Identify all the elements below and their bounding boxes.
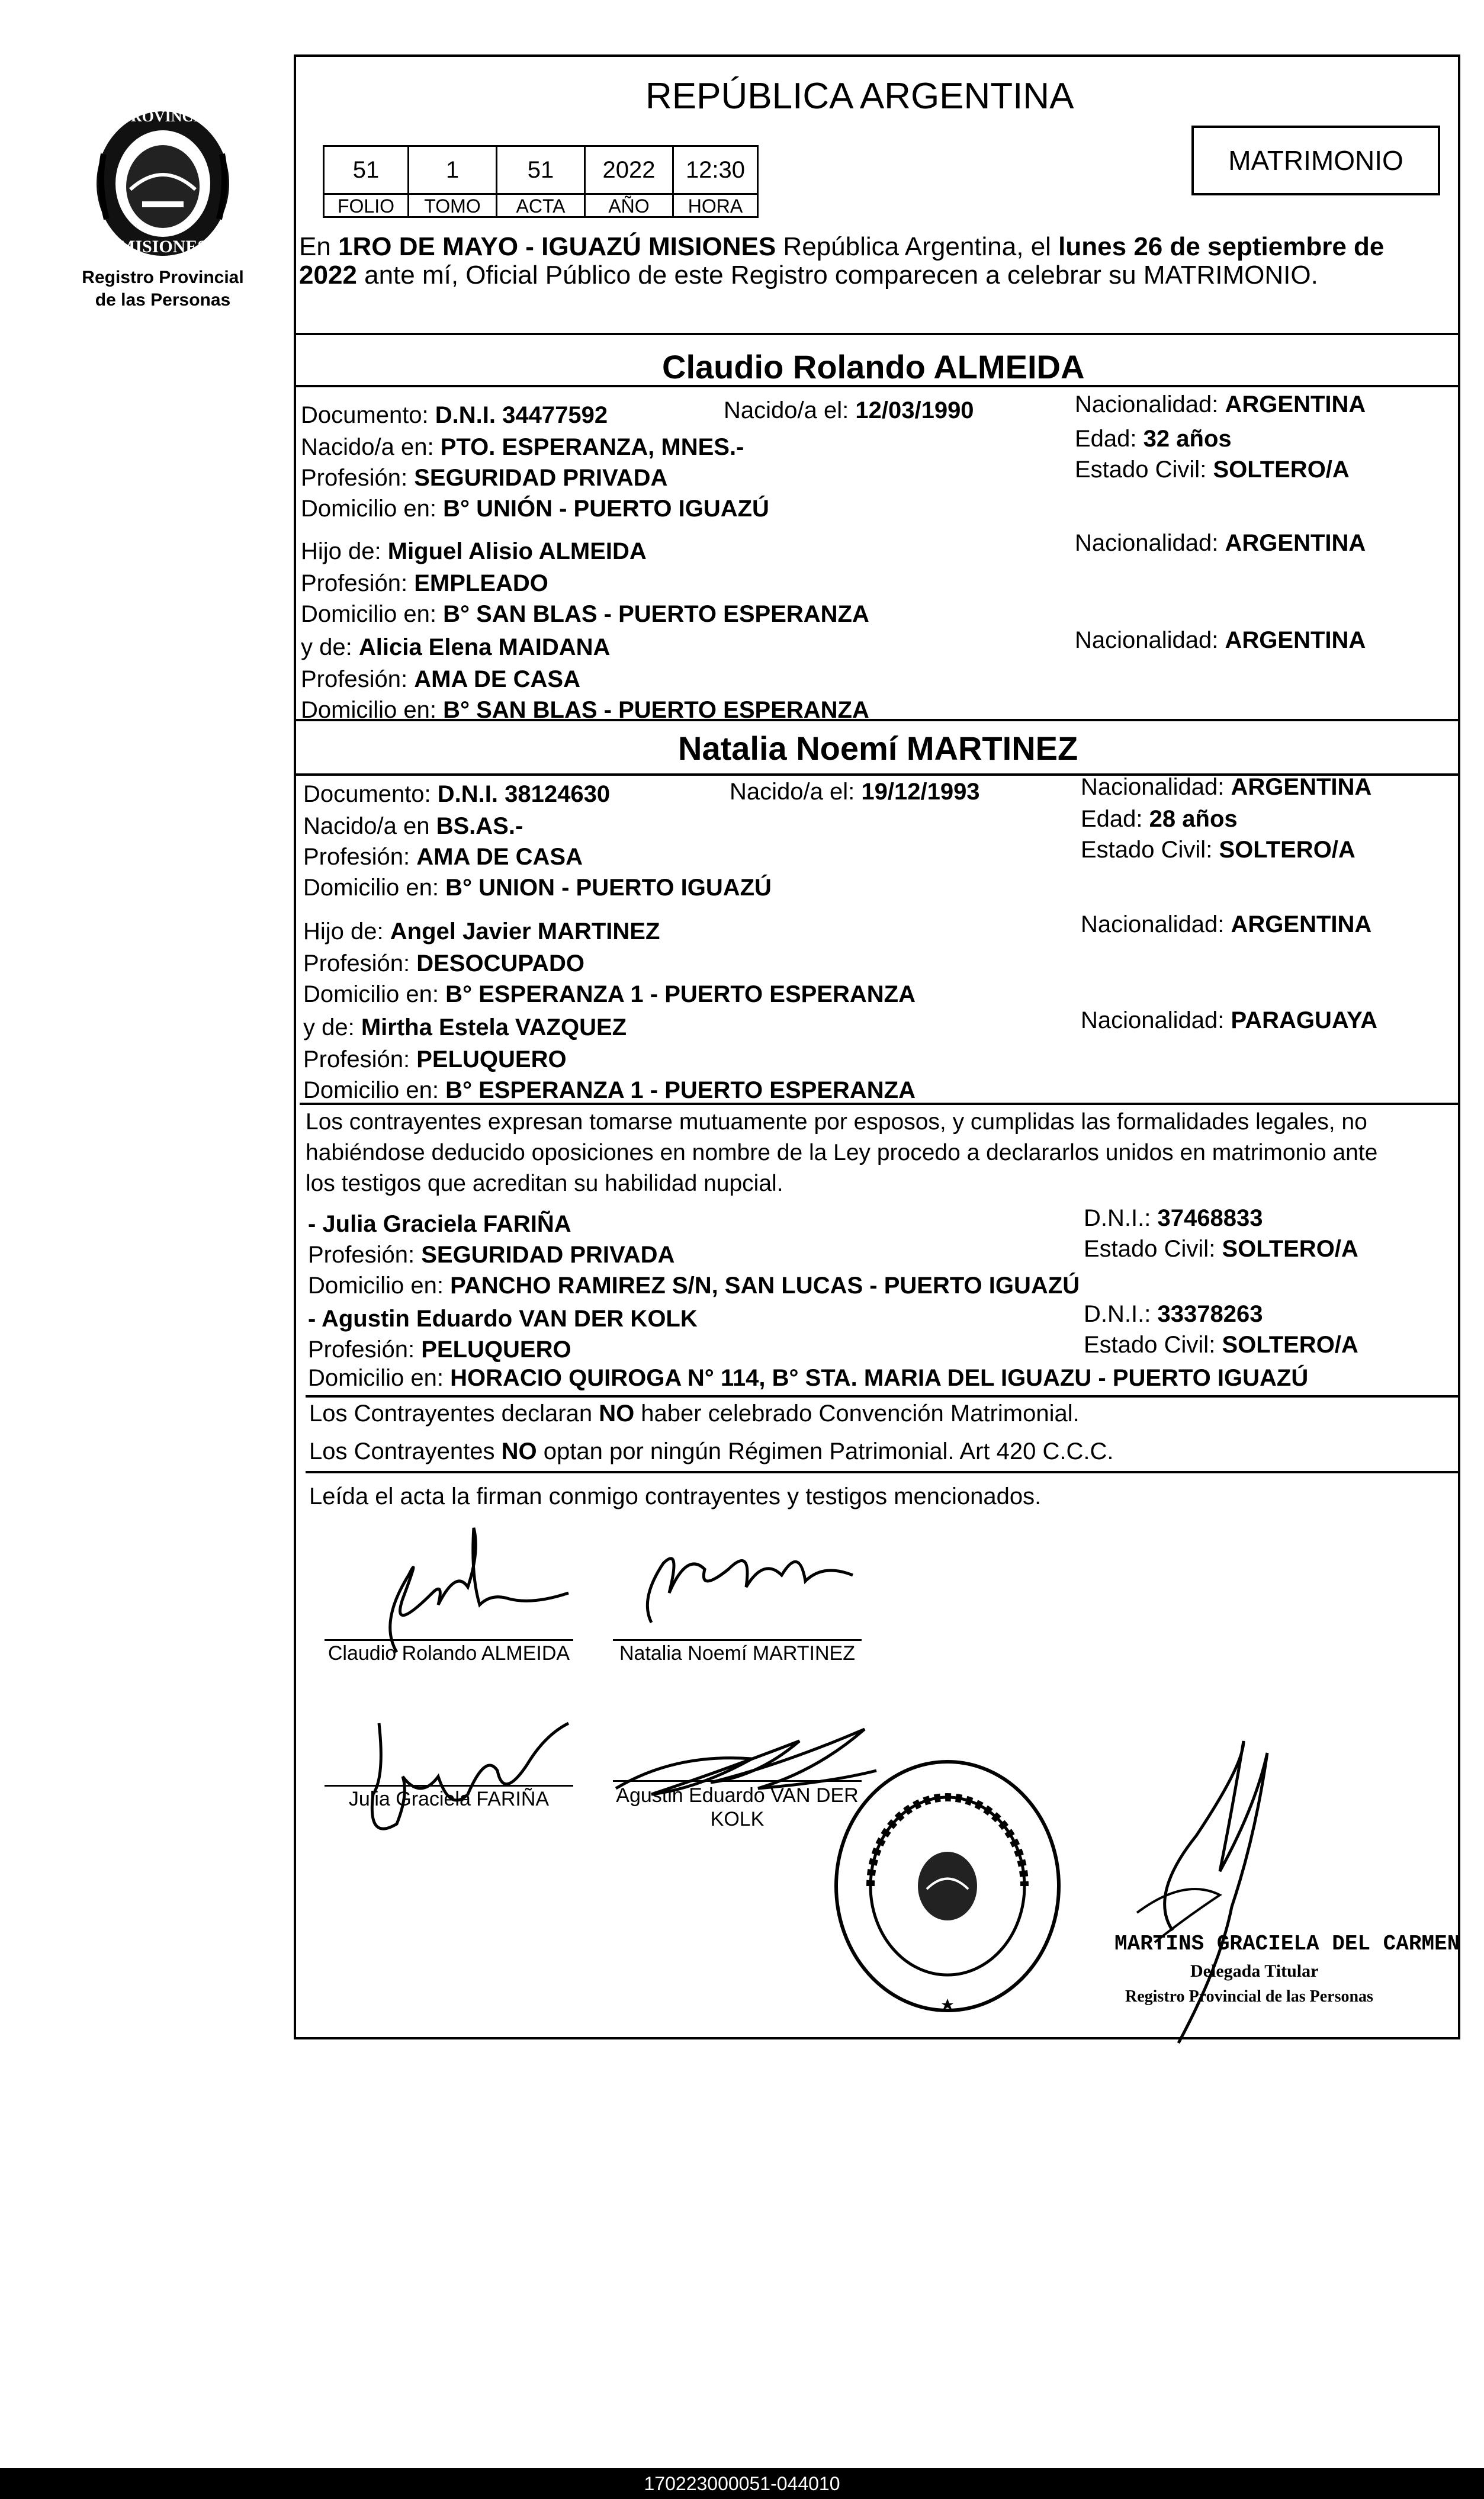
spouse1-father-profesion: Profesión: EMPLEADO (301, 570, 548, 596)
closing-statement: Leída el acta la firman conmigo contrayentes y testigos mencionados. (309, 1483, 1042, 1509)
anio-value: 2022 (584, 145, 674, 195)
folio-value: 51 (323, 145, 409, 195)
signature-label-witness1: Julia Graciela FARIÑA (348, 1788, 550, 1810)
spouse1-edad: Edad: 32 años (1075, 426, 1232, 452)
seal-bottom-text: MISIONES (118, 237, 208, 256)
intro-line1: En 1RO DE MAYO - IGUAZÚ MISIONES República Argentina, el lunes 26 de septiembre de (299, 232, 1385, 261)
delegation-round-stamp (829, 1753, 1066, 2019)
spouse1-nacido-en: Nacido/a en: PTO. ESPERANZA, MNES.- (301, 434, 744, 460)
hora-value: 12:30 (672, 145, 759, 195)
spouse2-name: Natalia Noemí MARTINEZ (678, 730, 1078, 767)
convention-line1: Los Contrayentes declaran NO haber celebrado Convención Matrimonial. (309, 1401, 1080, 1427)
witness1-profesion: Profesión: SEGURIDAD PRIVADA (308, 1242, 675, 1268)
registry-label-line2: de las Personas (95, 290, 231, 310)
acta-label: ACTA (496, 193, 586, 218)
witness1-estado-civil: Estado Civil: SOLTERO/A (1084, 1236, 1358, 1262)
signature-label-spouse2: Natalia Noemí MARTINEZ (619, 1642, 856, 1665)
spouse1-nacido-el: Nacido/a el: 12/03/1990 (724, 397, 974, 423)
anio-label: AÑO (584, 193, 674, 218)
spouse2-nacionalidad: Nacionalidad: ARGENTINA (1081, 774, 1372, 800)
spouse1-father-domicilio: Domicilio en: B° SAN BLAS - PUERTO ESPERANZA (301, 601, 869, 627)
tomo-value: 1 (407, 145, 497, 195)
spouse1-estado-civil: Estado Civil: SOLTERO/A (1075, 457, 1350, 483)
signature-label-witness2-line2: KOLK (710, 1808, 765, 1830)
tomo-label: TOMO (407, 193, 497, 218)
registry-label-line1: Registro Provincial (82, 268, 244, 287)
spouse2-domicilio: Domicilio en: B° UNION - PUERTO IGUAZÚ (303, 875, 772, 901)
officer-organization: Registro Provincial de las Personas (1125, 1987, 1373, 2006)
spouse2-nacido-en: Nacido/a en BS.AS.- (303, 813, 523, 839)
spouse2-father-profesion: Profesión: DESOCUPADO (303, 950, 584, 977)
spouse1-name: Claudio Rolando ALMEIDA (662, 348, 1085, 386)
spouse1-domicilio: Domicilio en: B° UNIÓN - PUERTO IGUAZÚ (301, 496, 769, 522)
witness2-estado-civil: Estado Civil: SOLTERO/A (1084, 1332, 1358, 1358)
act-type-box: MATRIMONIO (1191, 126, 1440, 195)
spouse2-father-domicilio: Domicilio en: B° ESPERANZA 1 - PUERTO ESPERANZA (303, 981, 916, 1007)
spouse1-nacionalidad: Nacionalidad: ARGENTINA (1075, 391, 1366, 417)
witness2-dni: D.N.I.: 33378263 (1084, 1301, 1263, 1327)
seal-top-text: PROVINCIA DE (121, 108, 235, 125)
spouse1-father-nacionalidad: Nacionalidad: ARGENTINA (1075, 530, 1366, 556)
spouse1-mother: y de: Alicia Elena MAIDANA (301, 634, 611, 660)
folio-label: FOLIO (323, 193, 409, 218)
signature-witness1 (332, 1705, 580, 1848)
officer-name: MARTINS GRACIELA DEL CARMEN (1114, 1932, 1460, 1956)
acta-value: 51 (496, 145, 586, 195)
declaration-line3: los testigos que acreditan su habilidad nupcial. (306, 1171, 783, 1196)
convention-line2: Los Contrayentes NO optan por ningún Régimen Patrimonial. Art 420 C.C.C. (309, 1438, 1114, 1464)
witness2-profesion: Profesión: PELUQUERO (308, 1337, 571, 1363)
spouse2-mother-nacionalidad: Nacionalidad: PARAGUAYA (1081, 1007, 1377, 1033)
spouse2-estado-civil: Estado Civil: SOLTERO/A (1081, 837, 1355, 863)
spouse2-edad: Edad: 28 años (1081, 806, 1238, 832)
country-title: REPÚBLICA ARGENTINA (645, 76, 1074, 117)
spouse2-nacido-el: Nacido/a el: 19/12/1993 (730, 779, 980, 805)
spouse2-mother-domicilio: Domicilio en: B° ESPERANZA 1 - PUERTO ESPERANZA (303, 1077, 916, 1103)
spouse1-mother-nacionalidad: Nacionalidad: ARGENTINA (1075, 627, 1366, 653)
spouse1-documento: Documento: D.N.I. 34477592 (301, 402, 608, 428)
spouse2-mother: y de: Mirtha Estela VAZQUEZ (303, 1014, 627, 1040)
spouse1-mother-domicilio: Domicilio en: B° SAN BLAS - PUERTO ESPERANZA (301, 697, 869, 723)
witness1-dni: D.N.I.: 37468833 (1084, 1205, 1263, 1231)
spouse1-mother-profesion: Profesión: AMA DE CASA (301, 666, 580, 692)
witness1-domicilio: Domicilio en: PANCHO RAMIREZ S/N, SAN LUCAS - PUERTO IGUAZÚ (308, 1273, 1080, 1299)
witness2-name: - Agustin Eduardo VAN DER KOLK (308, 1306, 698, 1332)
signature-spouse2 (628, 1528, 876, 1634)
declaration-line1: Los contrayentes expresan tomarse mutuamente por esposos, y cumplidas las formalidades legales, no (306, 1109, 1367, 1135)
spouse2-father: Hijo de: Angel Javier MARTINEZ (303, 918, 660, 945)
spouse2-profesion: Profesión: AMA DE CASA (303, 844, 583, 870)
spouse2-documento: Documento: D.N.I. 38124630 (303, 781, 611, 807)
witness2-domicilio: Domicilio en: HORACIO QUIROGA N° 114, B° STA. MARIA DEL IGUAZU - PUERTO IGUAZÚ (308, 1365, 1309, 1391)
document-code-bar: 170223000051-044010 (0, 2468, 1484, 2499)
intro-line2: 2022 ante mí, Oficial Público de este Registro comparecen a celebrar su MATRIMONIO. (299, 261, 1318, 290)
signature-label-witness2-line1: Agustin Eduardo VAN DER (616, 1784, 859, 1807)
declaration-line2: habiéndose deducido oposiciones en nombre de la Ley procedo a declararlos unidos en matrimonio ante (306, 1140, 1378, 1165)
witness1-name: - Julia Graciela FARIÑA (308, 1211, 571, 1237)
signature-label-spouse1: Claudio Rolando ALMEIDA (327, 1642, 570, 1665)
signature-spouse1 (355, 1516, 592, 1658)
spouse2-father-nacionalidad: Nacionalidad: ARGENTINA (1081, 911, 1372, 937)
spouse2-mother-profesion: Profesión: PELUQUERO (303, 1046, 567, 1072)
spouse1-profesion: Profesión: SEGURIDAD PRIVADA (301, 465, 668, 491)
spouse1-father: Hijo de: Miguel Alisio ALMEIDA (301, 538, 647, 564)
hora-label: HORA (672, 193, 759, 218)
officer-title: Delegada Titular (1190, 1961, 1319, 1981)
